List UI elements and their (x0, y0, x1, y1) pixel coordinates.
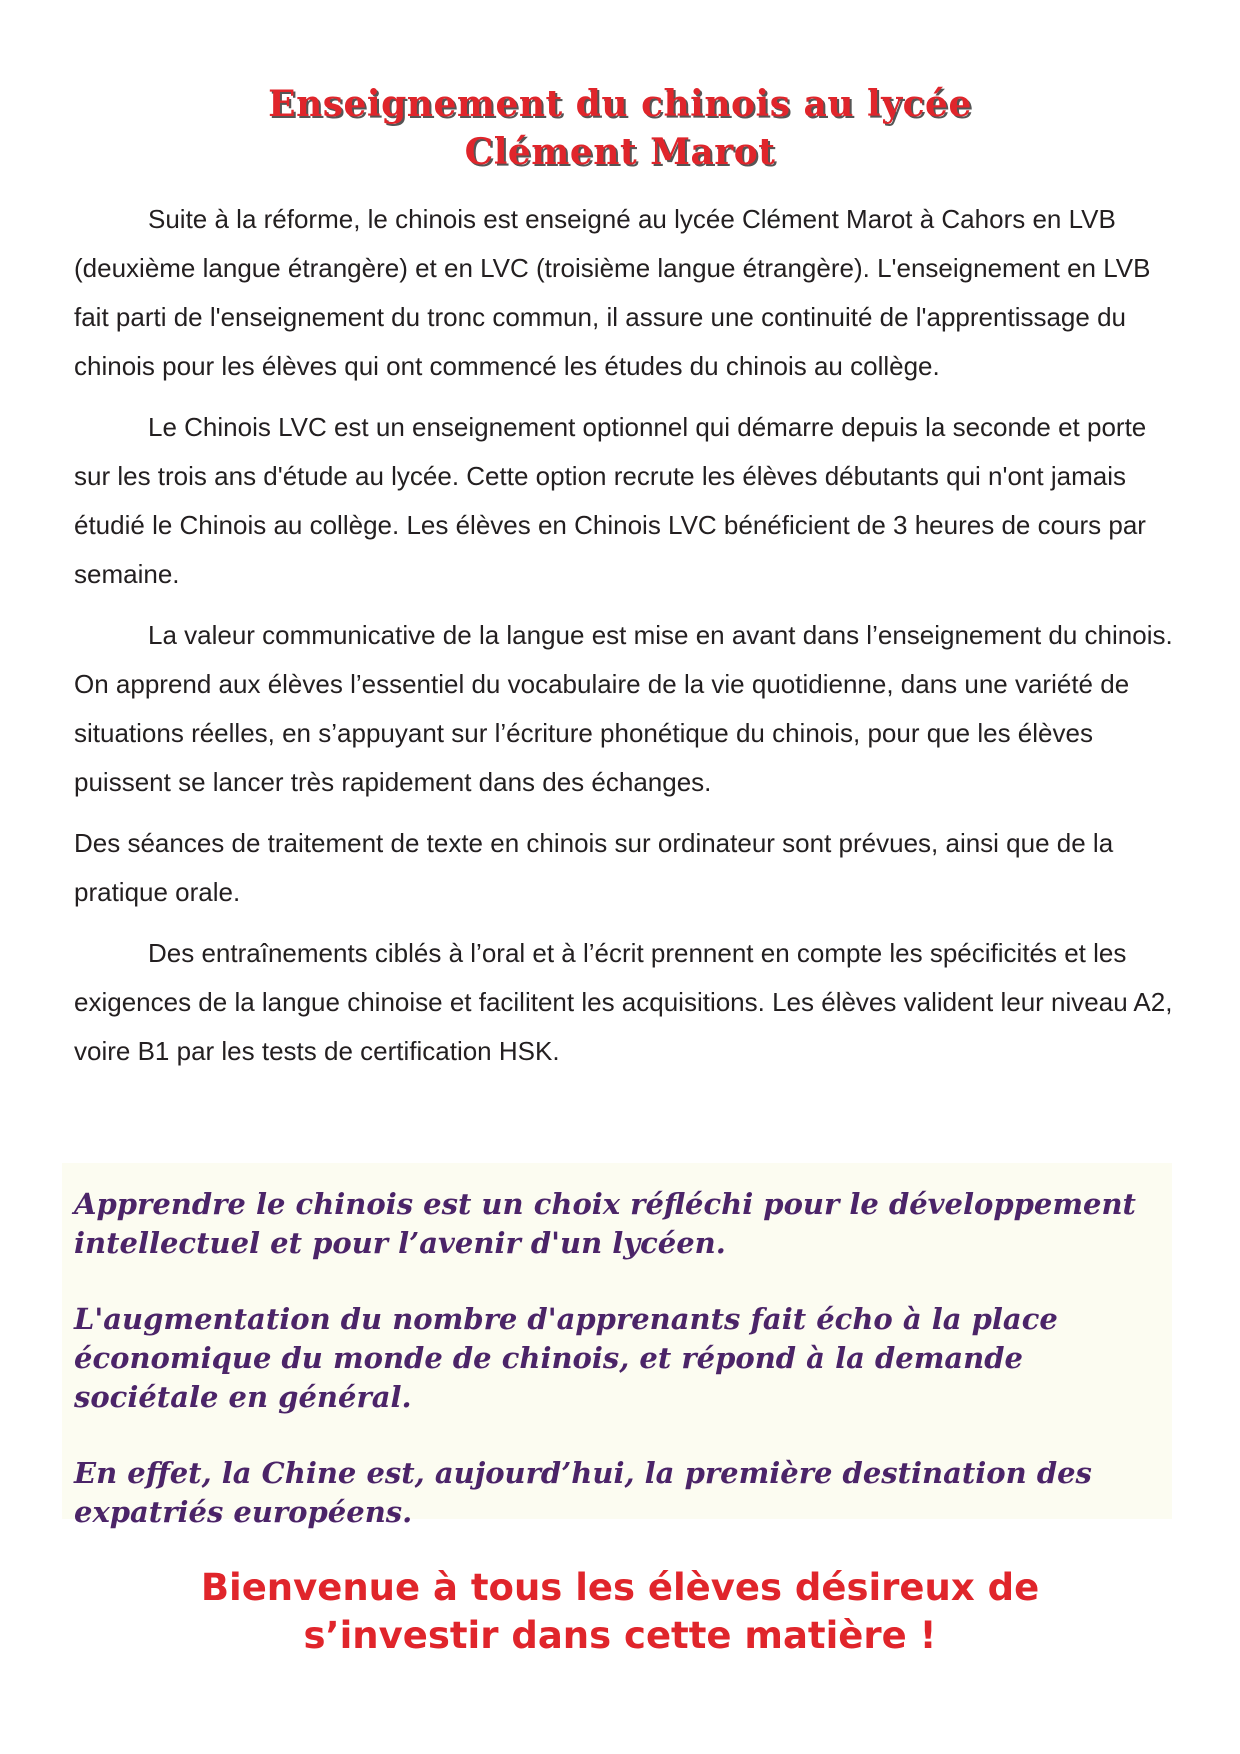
paragraph-reform: Suite à la réforme, le chinois est enseigné au lycée Clément Marot à Cahors en LVB (deuxième langue étrangère) et en LVC (troisième langue étrangère). L'enseignement en LVB fait parti de l'enseignement du tronc commun, il assure une continuité de l'apprentissage du chinois pour les élèves qui ont commencé les études du chinois au collège. (74, 204, 1151, 381)
highlight-growth: L'augmentation du nombre d'apprenants fait écho à la place économique du monde de chinois, et répond à la demande sociétale en général. (74, 1302, 1058, 1414)
highlight-destination: En effet, la Chine est, aujourd’hui, la première destination des expatriés européens. (74, 1456, 1092, 1529)
closing-message (0, 1564, 1240, 1660)
page-title (0, 80, 1240, 176)
title-line-1: Enseignement du chinois au lycée (268, 83, 972, 125)
paragraph-communication: La valeur communicative de la langue est mise en avant dans l’enseignement du chinois. On apprend aux élèves l’essentiel du vocabulaire de la vie quotidienne, dans une variété de situations réelles, en s’appuyant sur l’écriture phonétique du chinois, pour que les élèves puissent se lancer très rapidement dans des échanges. (74, 620, 1173, 797)
paragraph-lvc: Le Chinois LVC est un enseignement optionnel qui démarre depuis la seconde et porte sur les trois ans d'étude au lycée. Cette option recrute les élèves débutants qui n'ont jamais étudié le Chinois au collège. Les élèves en Chinois LVC bénéficient de 3 heures de cours par semaine. (74, 412, 1147, 589)
paragraph-certification: Des entraînements ciblés à l’oral et à l’écrit prennent en compte les spécificités et les exigences de la langue chinoise et facilitent les acquisitions. Les élèves valident leur niveau A2, voire B1 par les tests de certification HSK. (74, 938, 1173, 1066)
body-text (74, 195, 1180, 1088)
closing-line-2: s’investir dans cette matière ! (303, 1614, 937, 1657)
title-line-2: Clément Marot (464, 131, 776, 173)
highlight-choice: Apprendre le chinois est un choix réfléchi pour le développement intellectuel et pour l’avenir d'un lycéen. (74, 1187, 1136, 1260)
highlight-panel (62, 1163, 1172, 1529)
closing-line-1: Bienvenue à tous les élèves désireux de (200, 1566, 1040, 1609)
paragraph-word-processing: Des séances de traitement de texte en chinois sur ordinateur sont prévues, ainsi que de la pratique orale. (74, 828, 1114, 907)
